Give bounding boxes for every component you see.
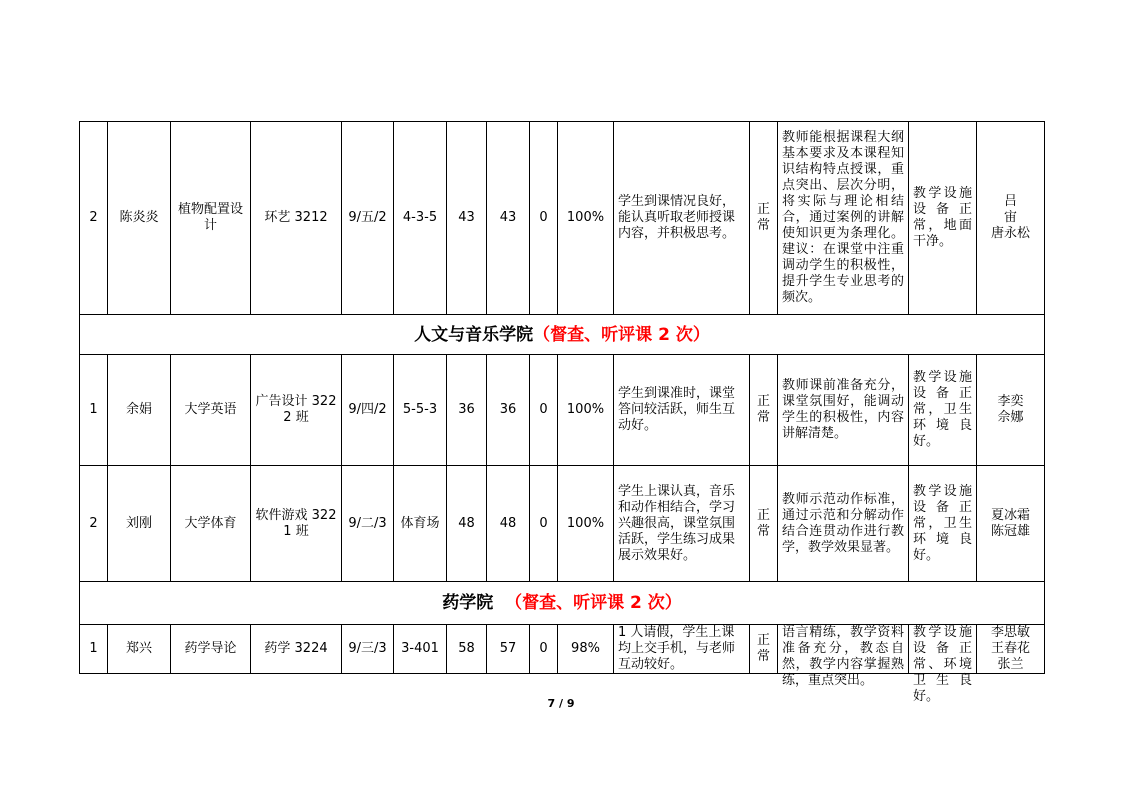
inspectors (977, 625, 1045, 674)
student-status-text: 1 人请假，学生上课均上交手机，与老师互动较好。 (618, 625, 736, 672)
row-number: 1 (80, 625, 108, 674)
absent-count: 0 (530, 355, 558, 466)
course-name: 大学英语 (171, 355, 251, 466)
teacher-evaluation (778, 625, 909, 688)
absent-count: 0 (530, 122, 558, 315)
inspector-name: 佘娜 (997, 410, 1024, 425)
class-name: 环艺 3212 (251, 122, 342, 315)
inspector-name: 吕 (1003, 194, 1017, 209)
section-note: （督查、听评课 2 次） (533, 324, 710, 345)
inspector-name: 李思敏 (990, 625, 1030, 640)
facility-status: 教学设施设备正常，卫生环境良好。 (909, 466, 977, 582)
row-number: 2 (80, 466, 108, 582)
teacher-name: 刘刚 (108, 466, 171, 582)
classroom: 3-401 (394, 625, 447, 674)
expected-count: 58 (447, 625, 487, 674)
teacher-name: 郑兴 (108, 625, 171, 674)
class-name: 广告设计 3222 班 (251, 355, 342, 466)
teacher-evaluation: 教师能根据课程大纲基本要求及本课程知识结构特点授课，重点突出、层次分明，将实际与理论相结合，通过案例的讲解使知识更为条理化。建议：在课堂中注重调动学生的积极性，提升学生专业思考的频次。 (778, 122, 909, 315)
class-date: 9/五/2 (342, 122, 394, 315)
section-header (80, 315, 1045, 355)
classroom: 体育场 (394, 466, 447, 582)
class-order: 正常 (750, 355, 778, 466)
course-name: 植物配置设计 (171, 122, 251, 315)
section-header (80, 582, 1045, 625)
student-status (614, 625, 750, 674)
page-number: 7 / 9 (547, 697, 575, 710)
class-name: 软件游戏 3221 班 (251, 466, 342, 582)
class-date: 9/二/3 (342, 466, 394, 582)
expected-count: 43 (447, 122, 487, 315)
inspector-name: 夏冰霜 (990, 507, 1030, 523)
class-order: 正常 (750, 625, 778, 674)
inspectors (977, 122, 1045, 315)
inspectors (977, 355, 1045, 466)
class-order: 正常 (750, 466, 778, 582)
classroom: 4-3-5 (394, 122, 447, 315)
inspector-name: 张兰 (997, 657, 1024, 672)
class-date: 9/三/3 (342, 625, 394, 674)
teacher-name: 余娟 (108, 355, 171, 466)
absent-count: 0 (530, 466, 558, 582)
section-title: 药学院 (442, 593, 494, 613)
teacher-evaluation: 教师示范动作标准，通过示范和分解动作结合连贯动作进行教学，教学效果显著。 (778, 466, 909, 582)
absent-count: 0 (530, 625, 558, 674)
teacher-evaluation-text: 语言精练，教学资料准备充分，教态自然，教学内容掌握熟练，重点突出。 (782, 625, 904, 688)
expected-count: 36 (447, 355, 487, 466)
attendance-rate: 100% (558, 122, 614, 315)
attendance-rate: 100% (558, 355, 614, 466)
course-name: 药学导论 (171, 625, 251, 674)
classroom: 5-5-3 (394, 355, 447, 466)
table-row (80, 466, 1045, 582)
row-number: 2 (80, 122, 108, 315)
class-name: 药学 3224 (251, 625, 342, 674)
inspector-name: 李奕 (997, 394, 1024, 409)
teacher-evaluation: 教师课前准备充分，课堂氛围好，能调动学生的积极性，内容讲解清楚。 (778, 355, 909, 466)
course-name: 大学体育 (171, 466, 251, 582)
actual-count: 57 (487, 625, 530, 674)
section-header-row (80, 315, 1045, 355)
class-date: 9/四/2 (342, 355, 394, 466)
expected-count: 48 (447, 466, 487, 582)
facility-status: 教学设施设备正常，卫生环境良好。 (909, 355, 977, 466)
teacher-name: 陈炎炎 (108, 122, 171, 315)
actual-count: 36 (487, 355, 530, 466)
class-order: 正常 (750, 122, 778, 315)
actual-count: 43 (487, 122, 530, 315)
table-row (80, 625, 1045, 674)
facility-status-text: 教学设施设备正常、环境卫生良好。 (913, 625, 972, 704)
inspector-name: 王春花 (990, 641, 1030, 656)
student-status: 学生到课准时，课堂答问较活跃，师生互动好。 (614, 355, 750, 466)
row-number: 1 (80, 355, 108, 466)
attendance-rate: 98% (558, 625, 614, 674)
inspector-name: 唐永松 (990, 226, 1030, 241)
inspectors (977, 466, 1045, 582)
section-title: 人文与音乐学院 (414, 324, 534, 345)
actual-count: 48 (487, 466, 530, 582)
table-row (80, 355, 1045, 466)
student-status: 学生上课认真，音乐和动作相结合，学习兴趣很高，课堂氛围活跃，学生练习成果展示效果好。 (614, 466, 750, 582)
table-row (80, 122, 1045, 315)
inspector-name: 宙 (1003, 210, 1017, 225)
facility-status (909, 625, 977, 704)
section-header-row (80, 582, 1045, 625)
facility-status: 教学设施设备正常，地面干净。 (909, 122, 977, 315)
attendance-rate: 100% (558, 466, 614, 582)
inspector-name: 陈冠雄 (990, 523, 1030, 539)
section-note: （督查、听评课 2 次） (505, 593, 682, 613)
student-status: 学生到课情况良好，能认真听取老师授课内容，并积极思考。 (614, 122, 750, 315)
